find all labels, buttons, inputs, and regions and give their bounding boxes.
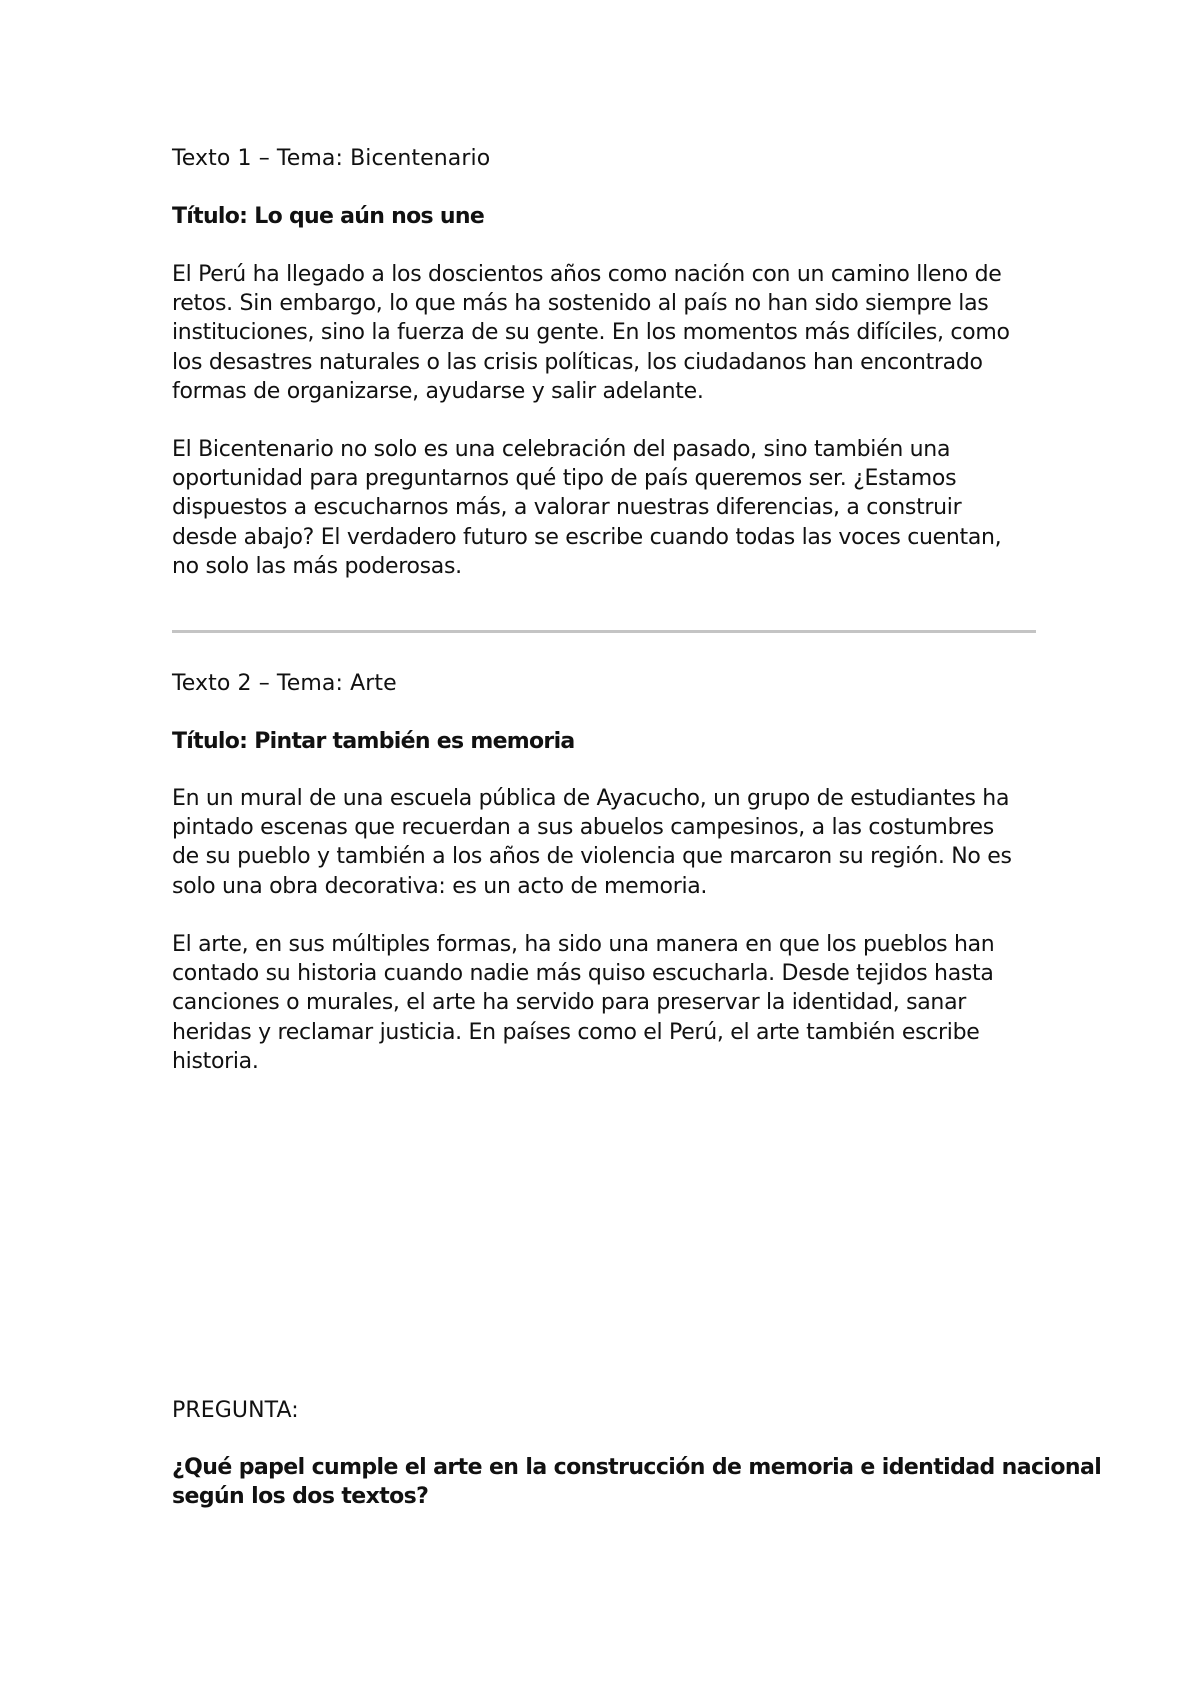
section-divider bbox=[172, 630, 1036, 633]
paragraph-line: El Perú ha llegado a los doscientos años como nación con un camino lleno de bbox=[172, 262, 1002, 287]
texto1-title bbox=[172, 202, 1042, 231]
paragraph-line: instituciones, sino la fuerza de su gente. En los momentos más difíciles, como bbox=[172, 320, 1010, 346]
texto2-paragraph-2 bbox=[172, 930, 1042, 1076]
paragraph-line: En un mural de una escuela pública de Ayacucho, un grupo de estudiantes ha bbox=[172, 786, 1010, 811]
question-line: según los dos textos? bbox=[172, 1484, 429, 1510]
paragraph-line: El arte, en sus múltiples formas, ha sido una manera en que los pueblos han bbox=[172, 932, 995, 957]
paragraph-line: de su pueblo y también a los años de violencia que marcaron su región. No es bbox=[172, 844, 1012, 870]
paragraph-line: heridas y reclamar justicia. En países como el Perú, el arte también escribe bbox=[172, 1019, 980, 1045]
texto2-title bbox=[172, 727, 1042, 756]
pregunta-text bbox=[172, 1453, 1102, 1512]
paragraph-line: dispuestos a escucharnos más, a valorar nuestras diferencias, a construir bbox=[172, 495, 962, 521]
texto1-paragraph-2 bbox=[172, 435, 1042, 581]
texto1-paragraph-1 bbox=[172, 260, 1042, 406]
texto2-title-prefix: Título: bbox=[172, 729, 248, 754]
paragraph-line: los desastres naturales o las crisis políticas, los ciudadanos han encontrado bbox=[172, 349, 983, 375]
paragraph-line: no solo las más poderosas. bbox=[172, 553, 462, 579]
paragraph-line: desde abajo? El verdadero futuro se escribe cuando todas las voces cuentan, bbox=[172, 524, 1002, 550]
paragraph-line: oportunidad para preguntarnos qué tipo de país queremos ser. ¿Estamos bbox=[172, 466, 957, 492]
paragraph-line: contado su historia cuando nadie más quiso escucharla. Desde tejidos hasta bbox=[172, 961, 994, 987]
texto2-title-text: Pintar también es memoria bbox=[254, 729, 575, 754]
texto1-label: Texto 1 – Tema: Bicentenario bbox=[172, 146, 491, 171]
paragraph-line: El Bicentenario no solo es una celebración del pasado, sino también una bbox=[172, 437, 951, 462]
paragraph-line: historia. bbox=[172, 1048, 259, 1074]
paragraph-line: retos. Sin embargo, lo que más ha sostenido al país no han sido siempre las bbox=[172, 291, 989, 317]
question-line: ¿Qué papel cumple el arte en la construcción de memoria e identidad nacional bbox=[172, 1455, 1102, 1480]
texto1-title-prefix: Título: bbox=[172, 204, 248, 229]
paragraph-line: formas de organizarse, ayudarse y salir adelante. bbox=[172, 378, 704, 404]
texto1-title-text: Lo que aún nos une bbox=[254, 204, 485, 229]
paragraph-line: pintado escenas que recuerdan a sus abuelos campesinos, a las costumbres bbox=[172, 815, 994, 841]
paragraph-line: solo una obra decorativa: es un acto de memoria. bbox=[172, 873, 708, 899]
texto2-paragraph-1 bbox=[172, 784, 1042, 901]
pregunta-label: PREGUNTA: bbox=[172, 1398, 299, 1423]
paragraph-line: canciones o murales, el arte ha servido para preservar la identidad, sanar bbox=[172, 990, 967, 1016]
texto2-label: Texto 2 – Tema: Arte bbox=[172, 671, 397, 696]
